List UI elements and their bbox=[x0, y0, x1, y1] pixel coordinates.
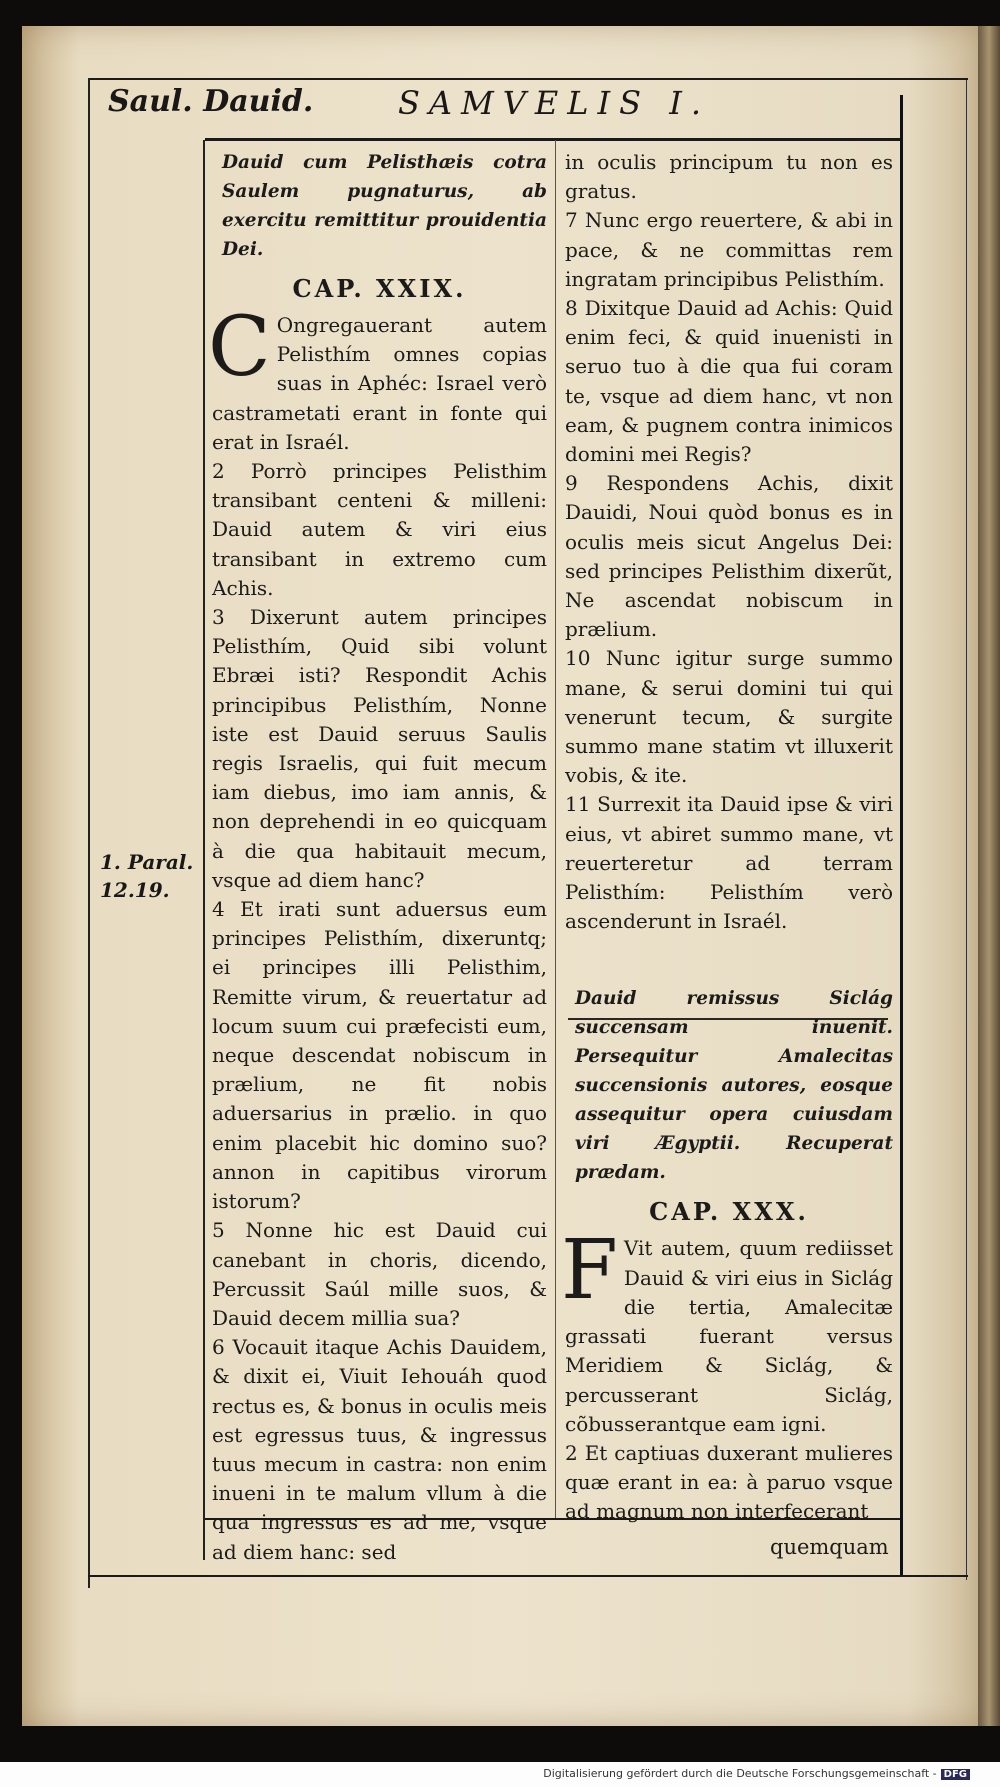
drop-capital: C bbox=[208, 300, 271, 395]
frame-rule-inner bbox=[203, 140, 205, 1560]
frame-rule-left bbox=[88, 78, 90, 1588]
running-head-left: Saul. Dauid. bbox=[108, 84, 314, 119]
verse-paragraph: 6 Vocauit itaque Achis Dauidem, & dixit ei, Viuit Iehouáh quod rectus es, & bonus in oculis meis est egressus tuus, & ingressus tuus mecum in castra: non enim inueni in te malum vllum à die qua ingressus es ad me, vsque ad diem hanc: sed bbox=[212, 1335, 547, 1564]
margin-reference bbox=[100, 848, 200, 904]
footer-text: Digitalisierung gefördert durch die Deutsche Forschungsgemeinschaft - bbox=[543, 1767, 937, 1780]
verse-paragraph: 9 Respondens Achis, dixit Dauidi, Noui quòd bonus es in oculis meis sicut Angelus Dei: sed principes Pelisthim dixerũt, Ne ascendat nobiscum in prælium. bbox=[565, 471, 893, 642]
margin-ref-verse: 12.19. bbox=[100, 878, 170, 902]
verse-paragraph: 2 Et captiuas duxerant mulieres quæ erant in ea: à paruo vsque ad magnum non interfecerant bbox=[565, 1440, 893, 1524]
verse-paragraph: 7 Nunc ergo reuertere, & abi in pace, & ne committas rem ingratam principibus Pelisthím. bbox=[565, 208, 893, 291]
verse-paragraph bbox=[208, 300, 547, 457]
verse-paragraph: 4 Et irati sunt aduersus eum principes Pelisthím, dixeruntq; ei principes illi Pelisthim, Remitte virum, & reuertatur ad locum suum cui præfecisti eum, neque descendat nobiscum in prælium, ne fit nobis aduersarius in prælio. in quo enim placebit hic domino suo? annon in capitibus virorum istorum? bbox=[212, 897, 547, 1214]
chapter-heading: CAP. XXIX. bbox=[292, 274, 467, 303]
margin-ref-book: 1. Paral. bbox=[100, 850, 194, 874]
page-bottom-rule bbox=[88, 1575, 968, 1577]
verse-paragraph: 10 Nunc igitur surge summo mane, & serui domini tui qui venerunt tecum, & surgite summo mane statim vt illuxerit vobis, & ite. bbox=[565, 646, 893, 788]
verse-paragraph: in oculis principum tu non es gratus. bbox=[565, 150, 893, 204]
verse-paragraph: 8 Dixitque Dauid ad Achis: Quid enim feci, & quid inuenisti in seruo tuo à die qua fui coram te, vsque ad diem hanc, vt non eam, & pugnem contra inimicos domini mei Regis? bbox=[565, 296, 893, 467]
frame-rule-right bbox=[900, 95, 903, 1575]
funding-footer bbox=[543, 1767, 970, 1780]
verse-paragraph: 11 Surrexit ita Dauid ipse & viri eius, vt abiret summo mane, vt reuerteretur ad terram Pelisthím: Pelisthím verò ascenderunt in Israél. bbox=[565, 792, 893, 934]
verse-paragraph: 2 Porrò principes Pelisthim transibant centeni & milleni: Dauid autem & viri eius transibant in extremo cum Achis. bbox=[212, 459, 547, 600]
chapter-heading: CAP. XXX. bbox=[649, 1197, 809, 1227]
drop-capital: F bbox=[561, 1223, 618, 1319]
verse-text: Vit autem, quum rediisset Dauid & viri eius in Siclág die tertia, Amalecitæ grassati fuerant versus Meridiem & Siclág, & percusserant Siclág, cõbusserantque eam igni. bbox=[565, 1236, 893, 1436]
verse-paragraph bbox=[561, 1223, 893, 1438]
left-column bbox=[208, 148, 547, 1567]
running-head-title: SAMVELIS I. bbox=[398, 84, 711, 122]
chapter-summary: Dauid cum Pelisthæis cotra Saulem pugnaturus, ab exercitu remittitur prouidentia Dei. bbox=[222, 152, 547, 260]
column-divider bbox=[555, 140, 556, 1520]
verse-paragraph: 3 Dixerunt autem principes Pelisthím, Quid sibi volunt Ebræi isti? Respondit Achis principibus Pelisthím, Nonne iste est Dauid seruus Saulis regis Israelis, qui fuit mecum iam diebus, imo iam annis, & non deprehendi in eo quicquam à die qua habitauit mecum, vsque ad diem hanc? bbox=[212, 605, 547, 892]
frame-rule-outer bbox=[966, 80, 967, 1580]
right-column bbox=[561, 148, 893, 1527]
page-edge bbox=[978, 26, 1000, 1726]
verse-text: Ongregauerant autem Pelisthím omnes copias suas in Aphéc: Israel verò castrametati erant in fonte qui erat in Israél. bbox=[212, 313, 547, 454]
catchword: quemquam bbox=[770, 1535, 889, 1559]
chapter-summary: Dauid remissus Siclág succensam inuenit. Persequitur Amalecitas succensionis autores, eosque assequitur opera cuiusdam viri Ægyptii. Recuperat prædam. bbox=[575, 988, 893, 1184]
header-rule bbox=[88, 78, 968, 80]
verse-paragraph: 5 Nonne hic est Dauid cui canebant in choris, dicendo, Percussit Saúl mille suos, & Dauid decem millia sua? bbox=[212, 1218, 547, 1330]
dfg-logo: DFG bbox=[941, 1769, 970, 1780]
text-top-rule bbox=[205, 138, 900, 141]
running-header bbox=[108, 84, 928, 124]
